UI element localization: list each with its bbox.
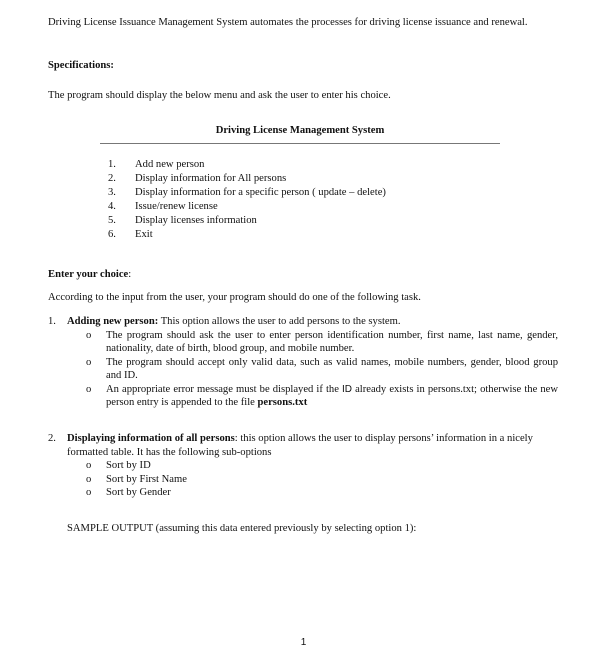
list-item bbox=[86, 329, 558, 356]
list-item bbox=[86, 356, 558, 383]
menu-title: Driving License Management System bbox=[215, 125, 385, 136]
bullet-list bbox=[86, 329, 558, 410]
specifications-text: The program should display the below menu and ask the user to enter his choice. bbox=[48, 90, 391, 101]
section-number: 1. bbox=[48, 316, 56, 327]
page-number: 1 bbox=[300, 637, 307, 648]
section-text: This option allows the user to add persons to the system. bbox=[158, 316, 401, 327]
list-item bbox=[86, 486, 558, 500]
list-item-text: Sort by First Name bbox=[106, 473, 187, 485]
menu-item-label: Add new person bbox=[135, 159, 205, 170]
bullet-icon: o bbox=[86, 383, 92, 395]
bullet-list bbox=[86, 459, 558, 500]
specifications-heading: Specifications: bbox=[48, 60, 114, 71]
list-item bbox=[86, 459, 558, 473]
sample-output-caption: SAMPLE OUTPUT (assuming this data entered previously by selecting option 1): bbox=[67, 523, 417, 534]
enter-choice-colon: : bbox=[128, 269, 132, 280]
enter-choice-label: Enter your choice bbox=[48, 269, 129, 280]
menu-item bbox=[108, 228, 386, 242]
list-item-text-part1: An appropriate error message must be displayed if the bbox=[106, 383, 342, 395]
section-title: Adding new person: bbox=[67, 316, 159, 327]
menu-item-number: 4. bbox=[108, 201, 116, 212]
id-term: ID bbox=[341, 383, 352, 395]
list-item-text: The program should ask the user to enter person identification number, first name, last name, gender, nationality, date of birth, blood group, and mobile number. bbox=[106, 329, 558, 354]
menu-item-number: 3. bbox=[108, 187, 116, 198]
menu-item-number: 5. bbox=[108, 215, 116, 226]
menu-item-label: Exit bbox=[135, 229, 153, 240]
menu-item bbox=[108, 172, 386, 186]
section-title: Displaying information of all persons bbox=[67, 433, 235, 444]
menu-item bbox=[108, 186, 386, 200]
file-name: persons.txt bbox=[257, 397, 308, 408]
enter-choice-prompt bbox=[48, 268, 131, 282]
menu-item-number: 2. bbox=[108, 173, 116, 184]
menu-divider bbox=[100, 143, 500, 144]
list-item bbox=[86, 383, 558, 410]
menu-list bbox=[108, 158, 386, 242]
according-text: According to the input from the user, your program should do one of the following task. bbox=[48, 292, 421, 303]
list-item-text: The program should accept only valid data, such as valid names, mobile numbers, gender, blood group and ID. bbox=[106, 356, 558, 381]
list-item bbox=[86, 473, 558, 487]
section-number: 2. bbox=[48, 433, 56, 444]
list-item-text: Sort by ID bbox=[106, 460, 151, 471]
section-display-all-persons bbox=[48, 432, 558, 500]
list-item-text: Sort by Gender bbox=[106, 487, 171, 498]
menu-item-label: Display licenses information bbox=[135, 215, 257, 226]
menu-item-label: Display information for a specific person ( update – delete) bbox=[135, 187, 386, 198]
section-adding-new-person bbox=[48, 315, 558, 410]
bullet-icon: o bbox=[86, 329, 92, 341]
section-text: : this option allows the user to display persons’ information in a nicely formatted table. It has the following sub-options bbox=[67, 433, 533, 458]
bullet-icon: o bbox=[86, 356, 92, 368]
menu-item-number: 1. bbox=[108, 159, 116, 170]
bullet-icon: o bbox=[86, 460, 92, 471]
menu-item bbox=[108, 200, 386, 214]
menu-item-label: Display information for All persons bbox=[135, 173, 287, 184]
bullet-icon: o bbox=[86, 473, 92, 485]
bullet-icon: o bbox=[86, 487, 92, 498]
intro-paragraph: Driving License Issuance Management System automates the processes for driving license issuance and renewal. bbox=[48, 17, 528, 28]
menu-item-label: Issue/renew license bbox=[135, 201, 218, 212]
menu-item bbox=[108, 214, 386, 228]
menu-item-number: 6. bbox=[108, 229, 116, 240]
list-item-text-part2: already exists in persons.txt; otherwise the new person entry is appended to the file bbox=[106, 383, 558, 408]
menu-item bbox=[108, 158, 386, 172]
